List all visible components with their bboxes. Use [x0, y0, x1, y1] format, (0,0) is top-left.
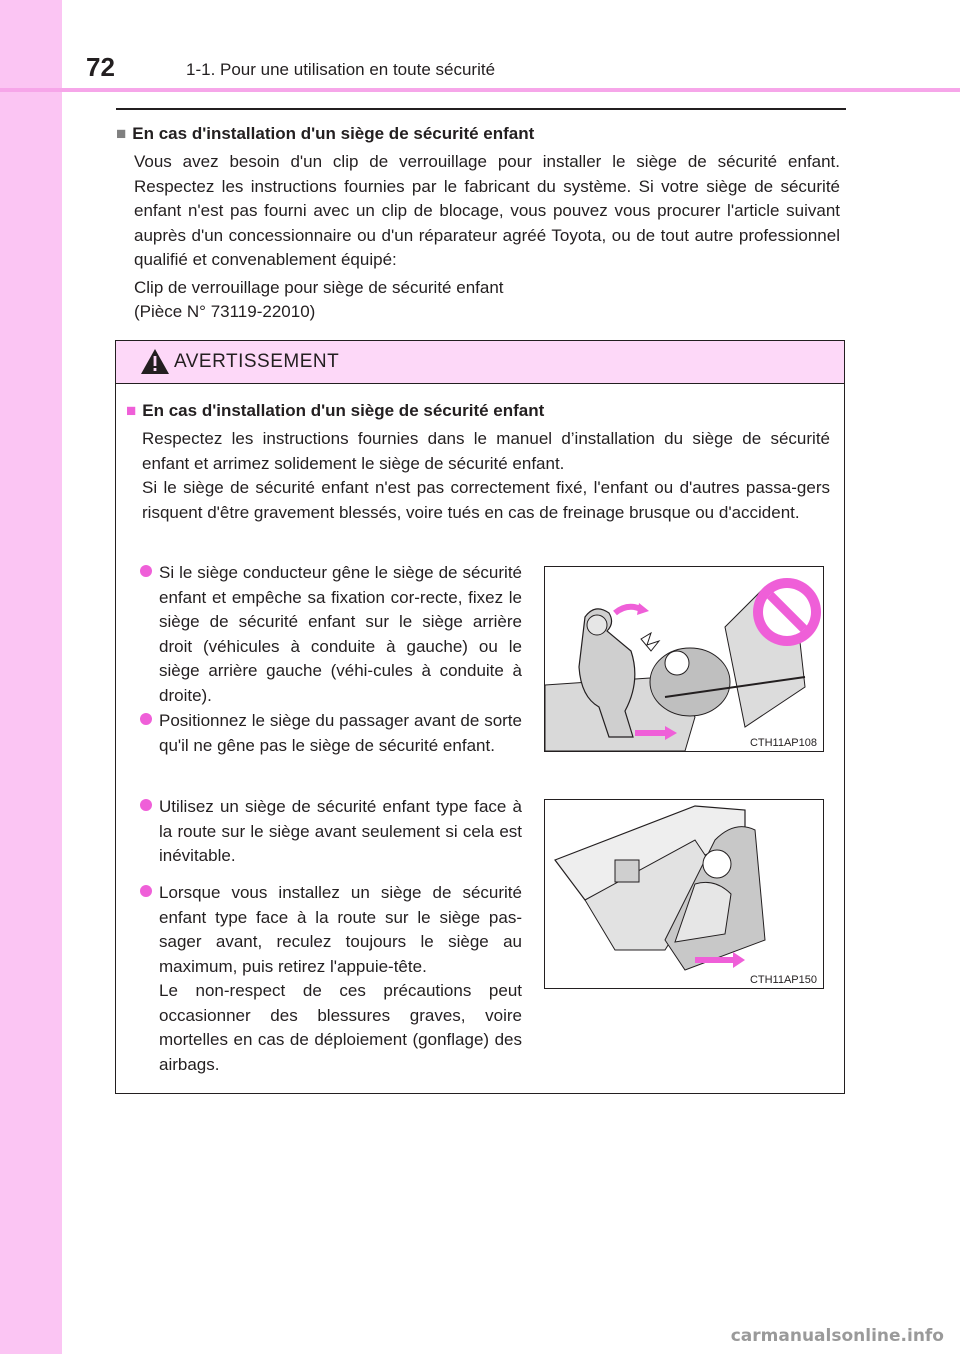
figure-code: CTH11AP150	[749, 974, 817, 986]
page-number: 72	[86, 52, 115, 82]
bullet-item	[140, 881, 522, 1077]
section-heading-text: En cas d'installation d'un siège de sécurité enfant	[132, 124, 535, 143]
chapter-title: 1-1. Pour une utilisation en toute sécurité	[186, 60, 496, 79]
warning-header	[116, 341, 844, 384]
bullet-dot-icon	[140, 713, 152, 725]
front-facing-seat-illustration	[545, 800, 823, 988]
warning-title: AVERTISSEMENT	[174, 351, 340, 372]
bullet-text: Positionnez le siège du passager avant de sorte qu'il ne gêne pas le siège de sécurité enfant.	[159, 711, 522, 755]
bullet-dot-icon	[140, 885, 152, 897]
top-rule	[116, 108, 846, 110]
square-bullet-icon: ■	[116, 124, 127, 143]
bullet-text: Si le siège conducteur gêne le siège de sécurité enfant et empêche sa fixation cor-recte, fixez le siège de sécurité enfant sur le siège arrière droit (véhicules à conduite à gauche) ou le siège arrière gauche (véhi-cules à conduite à droite).	[159, 563, 522, 705]
bullet-dot-icon	[140, 565, 152, 577]
bullet-item	[140, 795, 522, 869]
part-number: (Pièce N° 73119-22010)	[134, 302, 316, 321]
warning-text-2: Si le siège de sécurité enfant n'est pas correctement fixé, l'enfant ou d'autres passa-gers risquent d'être gravement blessés, voire tués en cas de freinage brusque ou d'accident.	[142, 478, 830, 522]
warning-box	[115, 340, 845, 1094]
bullet-text: Utilisez un siège de sécurité enfant type face à la route sur le siège avant seulement si cela est inévitable.	[159, 797, 522, 865]
bullet-extra-text: Le non-respect de ces précautions peut occasionner des blessures graves, voire mortelles en cas de déploiement (gonflage) des airbags.	[159, 981, 522, 1074]
section-heading	[116, 124, 534, 144]
bullet-item	[140, 561, 522, 708]
warning-heading-text: En cas d'installation d'un siège de sécurité enfant	[142, 401, 545, 420]
warning-heading	[126, 401, 544, 421]
bullet-text: Lorsque vous installez un siège de sécurité enfant type face à la route sur le siège pas-sager avant, reculez toujours le siège au maximum, puis retirez l'appuie-tête.	[159, 883, 522, 976]
watermark: carmanualsonline.info	[730, 1326, 944, 1346]
warning-triangle-icon	[140, 347, 170, 375]
side-band	[0, 0, 62, 1354]
bullet-item	[140, 709, 522, 758]
section-paragraph: Vous avez besoin d'un clip de verrouillage pour installer le siège de sécurité enfant. Respectez les instructions fournies par le fabricant du système. Si votre siège de sécurité enfant n'est pas fourni avec un clip de blocage, vous pouvez vous procurer l'article suivant auprès d'un concessionnaire ou d'un réparateur agréé Toyota, ou de tout autre professionnel qualifié et convenablement équipé:	[134, 152, 840, 269]
warning-text-1: Respectez les instructions fournies dans le manuel d’installation du siège de sécurité enfant et arrimez solidement le siège de sécurité enfant.	[142, 429, 830, 473]
pink-square-icon: ■	[126, 401, 137, 420]
bullet-dot-icon	[140, 799, 152, 811]
figure-code: CTH11AP108	[749, 737, 817, 749]
figure-driver-seat-conflict	[544, 566, 824, 752]
header-line	[0, 88, 960, 92]
part-name: Clip de verrouillage pour siège de sécurité enfant	[134, 278, 504, 297]
figure-front-facing-seat	[544, 799, 824, 989]
seat-conflict-illustration	[545, 567, 823, 751]
